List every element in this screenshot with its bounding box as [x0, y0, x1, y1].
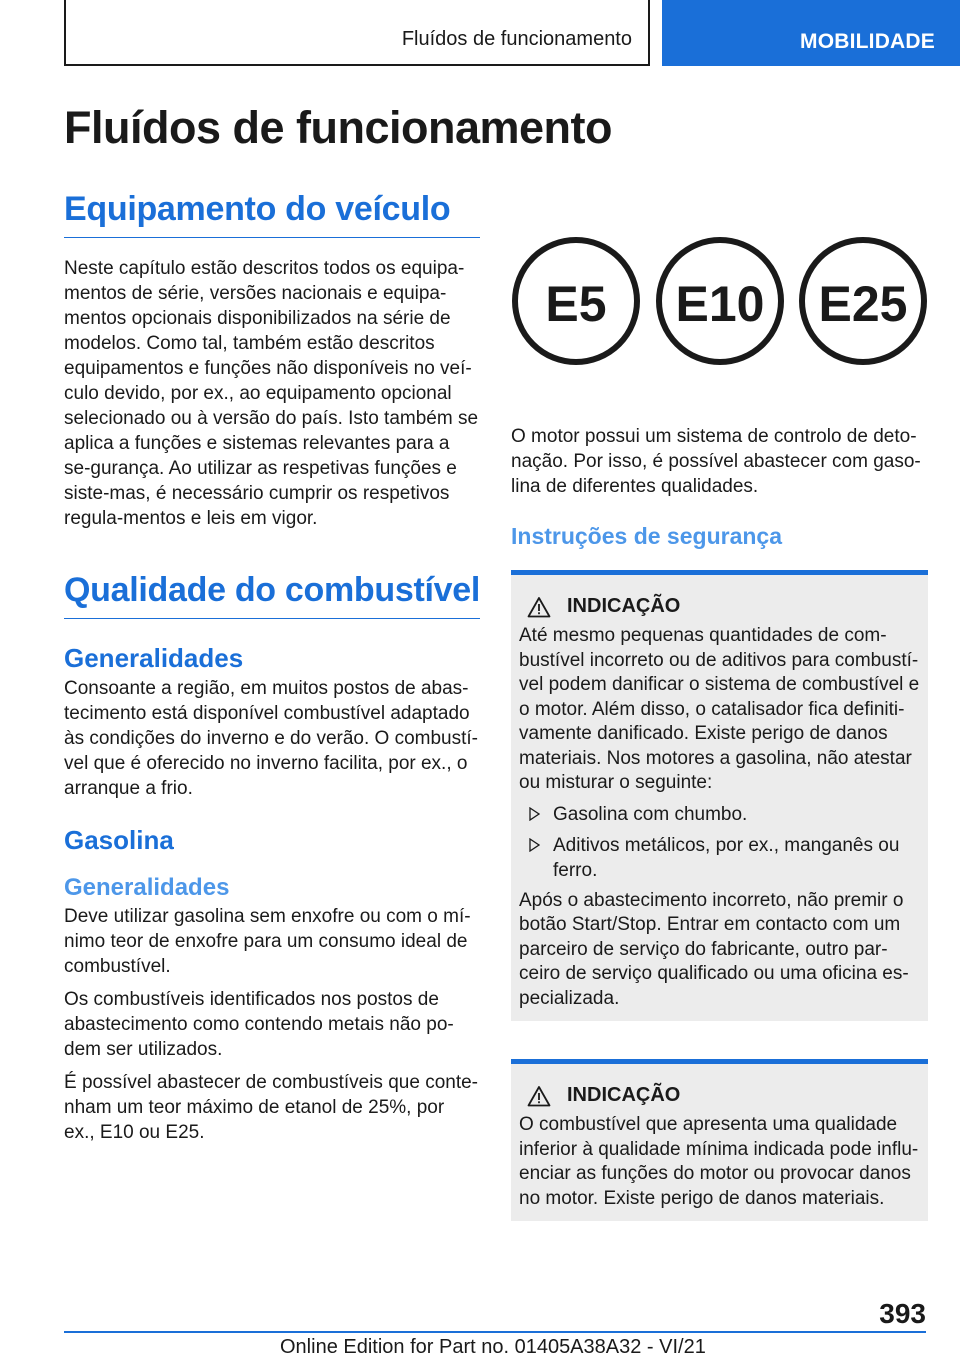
heading-gasoline-general: Generalidades — [64, 874, 230, 901]
fuel-label-e5-text: E5 — [545, 276, 607, 332]
bullet-triangle-icon — [529, 838, 540, 852]
paragraph-gasoline-1: Deve utilizar gasolina sem enxofre ou com o mí-nimo teor de enxofre para um consumo ideal de combustível. — [64, 906, 471, 977]
paragraph-gasoline-2: Os combustíveis identificados nos postos de abastecimento como contendo metais não po-dem ser utilizados. — [64, 989, 454, 1060]
notice-title-1 — [519, 595, 920, 618]
right-column — [511, 236, 928, 1221]
paragraph-motor: O motor possui um sistema de controlo de deto-nação. Por isso, é possível abastecer com gaso-lina de diferentes qualidades. — [511, 426, 921, 497]
header-category-tab: MOBILIDADE — [662, 0, 960, 66]
notice-title-2-text: INDICAÇÃO — [567, 1084, 681, 1106]
heading-general: Generalidades — [64, 643, 244, 673]
notice-1-paragraph-1: Até mesmo pequenas quantidades de com-bustível incorreto ou de aditivos para combustí-vel podem danificar o sistema de combustível e o motor. Além disso, o catalisador fica definiti-vamente danificado. Existe perigo de danos materiais. Nos motores a gasolina, não atestar ou misturar o seguinte: — [519, 625, 920, 793]
fuel-label-e5-icon — [511, 236, 641, 366]
left-column — [64, 190, 480, 1145]
bullet-triangle-icon — [529, 807, 540, 821]
paragraph-gasoline-3: É possível abastecer de combustíveis que conte-nham um teor máximo de etanol de 25%, por ex., E10 ou E25. — [64, 1072, 479, 1143]
list-item: Aditivos metálicos, por ex., manganês ou ferro. — [519, 833, 920, 883]
header-section-title: Fluídos de funcionamento — [401, 28, 632, 50]
heading-safety: Instruções de segurança — [511, 523, 782, 549]
footer-divider — [64, 1331, 926, 1333]
heading-gasoline: Gasolina — [64, 825, 174, 855]
notice-title-2 — [519, 1084, 920, 1107]
paragraph-vehicle-equipment: Neste capítulo estão descritos todos os equipa-mentos de série, versões nacionais e equipa-mentos opcionais disponibilizados na série de modelos. Como tal, também estão descritos equipamentos e funções não disponíveis no veí-culo devido, por ex., ao equipamento opcional selecionado ou à versão do país. Isto também se aplica a funções e sistemas relevantes para a se-gurança. Ao utilizar as respetivas funções e siste-mas, é necessário cumprir os respetivos regula-mentos e leis em vigor. — [64, 258, 479, 529]
warning-icon — [527, 596, 551, 618]
fuel-label-e25-icon — [798, 236, 928, 366]
notice-title-1-text: INDICAÇÃO — [567, 595, 681, 617]
footer-edition: Online Edition for Part no. 01405A38A32 - VI/21 — [280, 1336, 706, 1358]
fuel-labels-row — [511, 236, 928, 396]
fuel-label-e10-text: E10 — [675, 276, 764, 332]
paragraph-general: Consoante a região, em muitos postos de abas-tecimento está disponível combustível adaptado às condições do inverno e do verão. O combustí-vel que é oferecido no inverno facilita, por ex., o arranque a frio. — [64, 678, 479, 799]
notice-1-bullet-list — [519, 802, 920, 883]
warning-icon — [527, 1085, 551, 1107]
heading-vehicle-equipment: Equipamento do veículo — [64, 190, 480, 238]
list-item: Gasolina com chumbo. — [519, 802, 920, 827]
heading-fuel-quality: Qualidade do combustível — [64, 571, 480, 619]
header-section-box — [64, 0, 650, 66]
fuel-label-e25-text: E25 — [818, 276, 908, 332]
notice-box-2 — [511, 1059, 928, 1221]
fuel-label-e10-icon — [655, 236, 785, 366]
page-number: 393 — [879, 1298, 926, 1329]
notice-box-1 — [511, 570, 928, 1021]
notice-1-paragraph-2: Após o abastecimento incorreto, não premir o botão Start/Stop. Entrar em contacto com um parceiro de serviço do fabricante, outro par-ceiro de serviço qualificado ou uma oficina es-pecializada. — [519, 889, 909, 1009]
notice-2-paragraph-1: O combustível que apresenta uma qualidade inferior à qualidade mínima indicada pode influ-enciar as funções do motor ou provocar danos no motor. Existe perigo de danos materiais. — [519, 1114, 919, 1209]
page-title: Fluídos de funcionamento — [64, 102, 612, 153]
